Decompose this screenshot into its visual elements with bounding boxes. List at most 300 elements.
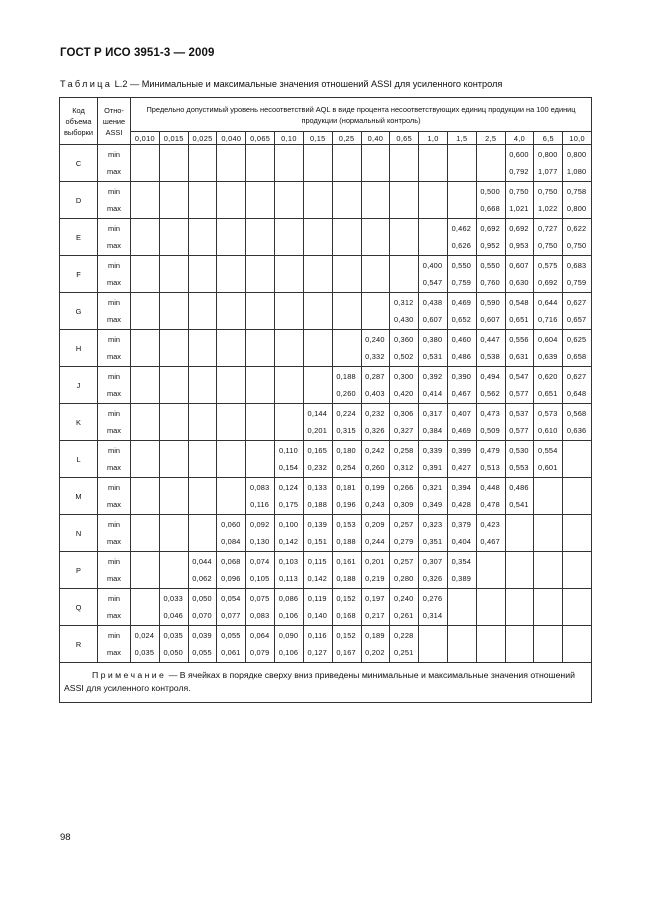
assi-value-cell bbox=[390, 404, 419, 441]
assi-value-cell bbox=[505, 293, 534, 330]
assi-min-value: 0,024 bbox=[134, 631, 155, 640]
assi-min-value: 0,473 bbox=[480, 409, 500, 418]
assi-min-value: 0,590 bbox=[480, 298, 500, 307]
assi-min-value: 0,100 bbox=[278, 520, 299, 529]
assi-value-cell bbox=[361, 552, 390, 589]
empty-cell bbox=[217, 145, 246, 182]
empty-cell bbox=[505, 589, 534, 626]
min-max-label bbox=[98, 330, 131, 367]
empty-cell bbox=[419, 145, 448, 182]
assi-min-value: 0,573 bbox=[538, 409, 558, 418]
empty-cell bbox=[188, 367, 217, 404]
assi-value-cell bbox=[447, 293, 476, 330]
assi-value-cell bbox=[217, 552, 246, 589]
assi-min-value: 0,224 bbox=[336, 409, 356, 418]
assi-min-value: 0,550 bbox=[451, 261, 472, 270]
table-row bbox=[60, 589, 592, 626]
assi-value-cell bbox=[361, 478, 390, 515]
table-caption bbox=[60, 79, 502, 89]
assi-max-value: 0,607 bbox=[480, 315, 500, 324]
assi-max-value: 0,420 bbox=[393, 389, 414, 398]
assi-min-value: 0,750 bbox=[538, 187, 558, 196]
empty-cell bbox=[131, 552, 160, 589]
assi-min-value: 0,627 bbox=[566, 298, 587, 307]
table-row bbox=[60, 515, 592, 552]
assi-value-cell bbox=[476, 219, 505, 256]
assi-max-value: 0,562 bbox=[480, 389, 500, 398]
assi-value-cell bbox=[390, 330, 419, 367]
assi-min-value: 0,556 bbox=[509, 335, 529, 344]
assi-value-cell bbox=[275, 441, 304, 478]
assi-min-value: 0,392 bbox=[422, 372, 443, 381]
table-caption-label: Таблица bbox=[60, 79, 113, 89]
assi-value-cell bbox=[419, 330, 448, 367]
assi-min-value: 0,568 bbox=[566, 409, 587, 418]
assi-value-cell bbox=[476, 404, 505, 441]
max-label: max bbox=[107, 278, 121, 287]
assi-min-value: 0,537 bbox=[509, 409, 529, 418]
assi-value-cell bbox=[505, 330, 534, 367]
min-max-label bbox=[98, 626, 131, 663]
table-row bbox=[60, 182, 592, 219]
empty-cell bbox=[361, 145, 390, 182]
assi-max-value: 0,254 bbox=[336, 463, 356, 472]
assi-min-value: 0,339 bbox=[422, 446, 443, 455]
assi-max-value: 0,952 bbox=[480, 241, 500, 250]
assi-limits-table bbox=[59, 97, 592, 703]
assi-max-value: 0,428 bbox=[451, 500, 472, 509]
empty-cell bbox=[332, 219, 361, 256]
assi-min-value: 0,153 bbox=[336, 520, 356, 529]
empty-cell bbox=[390, 219, 419, 256]
aql-header-cell: 4,0 bbox=[505, 132, 534, 145]
assi-min-value: 0,039 bbox=[192, 631, 212, 640]
assi-value-cell bbox=[275, 552, 304, 589]
assi-min-value: 0,380 bbox=[422, 335, 443, 344]
assi-max-value: 0,651 bbox=[509, 315, 529, 324]
min-label: min bbox=[108, 483, 120, 492]
assi-min-value: 0,054 bbox=[221, 594, 241, 603]
assi-max-value: 0,577 bbox=[509, 426, 529, 435]
assi-min-value: 0,165 bbox=[307, 446, 328, 455]
assi-max-value: 0,953 bbox=[509, 241, 529, 250]
empty-cell bbox=[275, 404, 304, 441]
assi-max-value: 0,260 bbox=[336, 389, 356, 398]
empty-cell bbox=[476, 626, 505, 663]
empty-cell bbox=[159, 182, 188, 219]
assi-value-cell bbox=[361, 626, 390, 663]
assi-min-value: 0,240 bbox=[365, 335, 385, 344]
assi-max-value: 0,547 bbox=[422, 278, 443, 287]
min-label: min bbox=[108, 594, 120, 603]
assi-min-value: 0,276 bbox=[422, 594, 443, 603]
table-caption-text: L.2 — Минимальные и максимальные значения отношений ASSI для усиленного контроля bbox=[112, 79, 503, 89]
empty-cell bbox=[131, 330, 160, 367]
min-max-label bbox=[98, 219, 131, 256]
assi-min-value: 0,407 bbox=[451, 409, 472, 418]
assi-max-value: 0,349 bbox=[422, 500, 443, 509]
assi-value-cell bbox=[332, 478, 361, 515]
empty-cell bbox=[217, 478, 246, 515]
min-label: min bbox=[108, 557, 120, 566]
assi-max-value: 0,175 bbox=[278, 500, 299, 509]
assi-value-cell bbox=[246, 589, 275, 626]
empty-cell bbox=[419, 219, 448, 256]
assi-min-value: 0,103 bbox=[278, 557, 299, 566]
empty-cell bbox=[217, 182, 246, 219]
assi-value-cell bbox=[332, 515, 361, 552]
empty-cell bbox=[476, 552, 505, 589]
empty-cell bbox=[217, 367, 246, 404]
assi-min-value: 0,423 bbox=[480, 520, 500, 529]
max-label: max bbox=[107, 204, 121, 213]
empty-cell bbox=[303, 219, 332, 256]
assi-max-value: 0,096 bbox=[221, 574, 241, 583]
assi-min-value: 0,064 bbox=[249, 631, 270, 640]
assi-min-value: 0,400 bbox=[422, 261, 443, 270]
min-label: min bbox=[108, 409, 120, 418]
assi-value-cell bbox=[419, 589, 448, 626]
empty-cell bbox=[332, 293, 361, 330]
empty-cell bbox=[131, 367, 160, 404]
assi-max-value: 0,648 bbox=[566, 389, 587, 398]
sample-size-code: K bbox=[60, 404, 98, 441]
empty-cell bbox=[361, 219, 390, 256]
assi-value-cell bbox=[332, 589, 361, 626]
aql-header-cell: 0,010 bbox=[131, 132, 160, 145]
assi-min-value: 0,116 bbox=[307, 631, 327, 640]
note-row bbox=[60, 663, 592, 703]
empty-cell bbox=[131, 478, 160, 515]
empty-cell bbox=[131, 515, 160, 552]
assi-min-value: 0,469 bbox=[451, 298, 472, 307]
assi-max-value: 0,083 bbox=[249, 611, 270, 620]
assi-min-value: 0,447 bbox=[480, 335, 500, 344]
empty-cell bbox=[534, 515, 563, 552]
empty-cell bbox=[447, 626, 476, 663]
empty-cell bbox=[131, 145, 160, 182]
assi-value-cell bbox=[534, 441, 563, 478]
empty-cell bbox=[131, 182, 160, 219]
max-label: max bbox=[107, 315, 121, 324]
assi-value-cell bbox=[188, 552, 217, 589]
assi-value-cell bbox=[563, 330, 592, 367]
assi-value-cell bbox=[332, 552, 361, 589]
assi-min-value: 0,086 bbox=[278, 594, 299, 603]
empty-cell bbox=[188, 293, 217, 330]
empty-cell bbox=[275, 367, 304, 404]
assi-max-value: 0,188 bbox=[307, 500, 328, 509]
assi-value-cell bbox=[476, 441, 505, 478]
empty-cell bbox=[563, 589, 592, 626]
assi-min-value: 0,547 bbox=[509, 372, 529, 381]
assi-value-cell bbox=[476, 367, 505, 404]
assi-max-value: 0,062 bbox=[192, 574, 212, 583]
empty-cell bbox=[131, 441, 160, 478]
empty-cell bbox=[332, 256, 361, 293]
min-label: min bbox=[108, 335, 120, 344]
assi-max-value: 0,692 bbox=[538, 278, 558, 287]
empty-cell bbox=[246, 441, 275, 478]
empty-cell bbox=[159, 367, 188, 404]
assi-max-value: 0,607 bbox=[422, 315, 443, 324]
assi-value-cell bbox=[476, 293, 505, 330]
assi-min-value: 0,622 bbox=[566, 224, 587, 233]
assi-min-value: 0,323 bbox=[422, 520, 443, 529]
assi-max-value: 0,142 bbox=[307, 574, 328, 583]
assi-min-value: 0,530 bbox=[509, 446, 529, 455]
empty-cell bbox=[534, 552, 563, 589]
assi-value-cell bbox=[419, 441, 448, 478]
assi-value-cell bbox=[361, 589, 390, 626]
assi-min-value: 0,554 bbox=[538, 446, 558, 455]
assi-value-cell bbox=[419, 515, 448, 552]
assi-max-value: 0,140 bbox=[307, 611, 328, 620]
assi-min-value: 0,750 bbox=[509, 187, 529, 196]
aql-header-cell: 0,25 bbox=[332, 132, 361, 145]
min-label: min bbox=[108, 631, 120, 640]
assi-value-cell bbox=[505, 182, 534, 219]
assi-max-value: 0,070 bbox=[192, 611, 212, 620]
assi-max-value: 0,106 bbox=[278, 611, 299, 620]
sample-size-code: G bbox=[60, 293, 98, 330]
min-label: min bbox=[108, 187, 120, 196]
assi-max-value: 0,154 bbox=[278, 463, 299, 472]
empty-cell bbox=[390, 145, 419, 182]
min-max-label bbox=[98, 441, 131, 478]
assi-min-value: 0,189 bbox=[365, 631, 385, 640]
sample-size-code: J bbox=[60, 367, 98, 404]
empty-cell bbox=[246, 219, 275, 256]
empty-cell bbox=[246, 145, 275, 182]
assi-min-value: 0,242 bbox=[365, 446, 385, 455]
assi-max-value: 0,636 bbox=[566, 426, 587, 435]
assi-max-value: 0,196 bbox=[336, 500, 356, 509]
empty-cell bbox=[159, 145, 188, 182]
assi-max-value: 1,021 bbox=[509, 204, 529, 213]
min-max-label bbox=[98, 589, 131, 626]
sample-size-code: E bbox=[60, 219, 98, 256]
assi-value-cell bbox=[419, 367, 448, 404]
sample-size-code: F bbox=[60, 256, 98, 293]
assi-max-value: 0,243 bbox=[365, 500, 385, 509]
table-row bbox=[60, 293, 592, 330]
assi-max-value: 0,651 bbox=[538, 389, 558, 398]
assi-max-value: 0,502 bbox=[393, 352, 414, 361]
empty-cell bbox=[159, 256, 188, 293]
assi-value-cell bbox=[563, 256, 592, 293]
assi-value-cell bbox=[505, 256, 534, 293]
assi-max-value: 0,201 bbox=[307, 426, 328, 435]
aql-span-header: Предельно допустимый уровень несоответствий AQL в виде процента несоответствующих единиц продукции на 100 единиц продукции (нормальный контроль) bbox=[131, 98, 592, 132]
assi-max-value: 0,079 bbox=[249, 648, 270, 657]
assi-max-value: 1,022 bbox=[538, 204, 558, 213]
empty-cell bbox=[275, 219, 304, 256]
empty-cell bbox=[361, 256, 390, 293]
assi-max-value: 0,639 bbox=[538, 352, 558, 361]
assi-max-value: 0,314 bbox=[422, 611, 443, 620]
assi-max-value: 0,467 bbox=[451, 389, 472, 398]
empty-cell bbox=[217, 404, 246, 441]
max-label: max bbox=[107, 463, 121, 472]
assi-value-cell bbox=[361, 515, 390, 552]
assi-value-cell bbox=[563, 293, 592, 330]
assi-min-value: 0,232 bbox=[365, 409, 385, 418]
assi-min-value: 0,360 bbox=[393, 335, 414, 344]
assi-max-value: 0,327 bbox=[393, 426, 414, 435]
assi-min-value: 0,083 bbox=[249, 483, 270, 492]
min-max-label bbox=[98, 404, 131, 441]
assi-min-value: 0,620 bbox=[538, 372, 558, 381]
min-max-label bbox=[98, 515, 131, 552]
assi-max-value: 0,716 bbox=[538, 315, 558, 324]
empty-cell bbox=[159, 404, 188, 441]
table-note bbox=[60, 663, 592, 703]
empty-cell bbox=[476, 589, 505, 626]
empty-cell bbox=[332, 145, 361, 182]
empty-cell bbox=[563, 441, 592, 478]
max-label: max bbox=[107, 241, 121, 250]
assi-min-value: 0,044 bbox=[192, 557, 212, 566]
assi-min-value: 0,199 bbox=[365, 483, 385, 492]
note-text: — В ячейках в порядке сверху вниз приведены минимальные и максимальные значения отношений ASSI для усиленного контроля. bbox=[64, 670, 575, 693]
assi-min-value: 0,090 bbox=[278, 631, 299, 640]
assi-value-cell bbox=[419, 293, 448, 330]
min-max-label bbox=[98, 256, 131, 293]
table-row bbox=[60, 552, 592, 589]
assi-value-cell bbox=[476, 256, 505, 293]
assi-value-cell bbox=[447, 478, 476, 515]
assi-min-value: 0,201 bbox=[365, 557, 385, 566]
assi-value-cell bbox=[505, 145, 534, 182]
max-label: max bbox=[107, 574, 121, 583]
assi-value-cell bbox=[563, 219, 592, 256]
sample-size-code: R bbox=[60, 626, 98, 663]
assi-min-value: 0,800 bbox=[566, 150, 587, 159]
min-label: min bbox=[108, 520, 120, 529]
assi-min-value: 0,152 bbox=[336, 594, 356, 603]
empty-cell bbox=[303, 256, 332, 293]
assi-value-cell bbox=[447, 515, 476, 552]
assi-min-value: 0,479 bbox=[480, 446, 500, 455]
assi-max-value: 0,541 bbox=[509, 500, 529, 509]
assi-max-value: 0,260 bbox=[365, 463, 385, 472]
assi-min-value: 0,152 bbox=[336, 631, 356, 640]
assi-min-value: 0,390 bbox=[451, 372, 472, 381]
assi-value-cell bbox=[390, 478, 419, 515]
table-row bbox=[60, 404, 592, 441]
assi-value-cell bbox=[188, 626, 217, 663]
aql-header-cell: 0,15 bbox=[303, 132, 332, 145]
assi-max-value: 0,760 bbox=[480, 278, 500, 287]
header-row bbox=[60, 98, 592, 132]
assi-value-cell bbox=[505, 404, 534, 441]
assi-max-value: 0,142 bbox=[278, 537, 299, 546]
assi-max-value: 0,427 bbox=[451, 463, 472, 472]
assi-value-cell bbox=[476, 478, 505, 515]
empty-cell bbox=[390, 256, 419, 293]
assi-max-value: 0,046 bbox=[163, 611, 183, 620]
assi-max-value: 0,105 bbox=[249, 574, 270, 583]
empty-cell bbox=[505, 552, 534, 589]
assi-min-value: 0,240 bbox=[393, 594, 414, 603]
assi-min-value: 0,575 bbox=[538, 261, 558, 270]
assi-min-value: 0,494 bbox=[480, 372, 500, 381]
assi-value-cell bbox=[447, 330, 476, 367]
empty-cell bbox=[217, 441, 246, 478]
assi-max-value: 0,279 bbox=[393, 537, 414, 546]
table-row bbox=[60, 256, 592, 293]
assi-max-value: 0,553 bbox=[509, 463, 529, 472]
assi-max-value: 0,630 bbox=[509, 278, 529, 287]
assi-max-value: 0,280 bbox=[393, 574, 414, 583]
assi-value-cell bbox=[361, 404, 390, 441]
assi-min-value: 0,074 bbox=[249, 557, 270, 566]
assi-min-value: 0,209 bbox=[365, 520, 385, 529]
aql-header-cell: 1,5 bbox=[447, 132, 476, 145]
assi-value-cell bbox=[217, 515, 246, 552]
assi-min-value: 0,500 bbox=[480, 187, 500, 196]
assi-max-value: 0,077 bbox=[221, 611, 241, 620]
assi-min-value: 0,119 bbox=[307, 594, 327, 603]
empty-cell bbox=[188, 515, 217, 552]
empty-cell bbox=[534, 478, 563, 515]
assi-max-value: 1,080 bbox=[566, 167, 587, 176]
assi-max-value: 0,326 bbox=[365, 426, 385, 435]
assi-min-value: 0,035 bbox=[163, 631, 183, 640]
empty-cell bbox=[188, 219, 217, 256]
assi-min-value: 0,197 bbox=[365, 594, 385, 603]
assi-max-value: 0,792 bbox=[509, 167, 529, 176]
assi-max-value: 0,127 bbox=[307, 648, 328, 657]
max-label: max bbox=[107, 167, 121, 176]
empty-cell bbox=[332, 182, 361, 219]
assi-value-cell bbox=[246, 626, 275, 663]
empty-cell bbox=[159, 293, 188, 330]
assi-min-value: 0,394 bbox=[451, 483, 472, 492]
assi-value-cell bbox=[217, 626, 246, 663]
empty-cell bbox=[159, 219, 188, 256]
assi-ratio-header: Отно-шение ASSI bbox=[98, 98, 131, 145]
assi-min-value: 0,133 bbox=[307, 483, 328, 492]
max-label: max bbox=[107, 611, 121, 620]
assi-max-value: 0,244 bbox=[365, 537, 385, 546]
table-row bbox=[60, 330, 592, 367]
assi-value-cell bbox=[534, 293, 563, 330]
sample-size-code: Q bbox=[60, 589, 98, 626]
assi-min-value: 0,115 bbox=[307, 557, 327, 566]
min-max-label bbox=[98, 182, 131, 219]
assi-max-value: 0,389 bbox=[451, 574, 472, 583]
assi-value-cell bbox=[246, 552, 275, 589]
assi-max-value: 0,403 bbox=[365, 389, 385, 398]
empty-cell bbox=[131, 293, 160, 330]
assi-value-cell bbox=[390, 589, 419, 626]
assi-value-cell bbox=[563, 145, 592, 182]
assi-value-cell bbox=[390, 552, 419, 589]
assi-max-value: 0,055 bbox=[192, 648, 212, 657]
empty-cell bbox=[447, 145, 476, 182]
assi-min-value: 0,625 bbox=[566, 335, 587, 344]
table-row bbox=[60, 367, 592, 404]
assi-max-value: 0,414 bbox=[422, 389, 443, 398]
assi-max-value: 0,351 bbox=[422, 537, 443, 546]
empty-cell bbox=[275, 145, 304, 182]
empty-cell bbox=[188, 145, 217, 182]
assi-value-cell bbox=[390, 441, 419, 478]
assi-min-value: 0,092 bbox=[249, 520, 270, 529]
assi-min-value: 0,321 bbox=[422, 483, 443, 492]
